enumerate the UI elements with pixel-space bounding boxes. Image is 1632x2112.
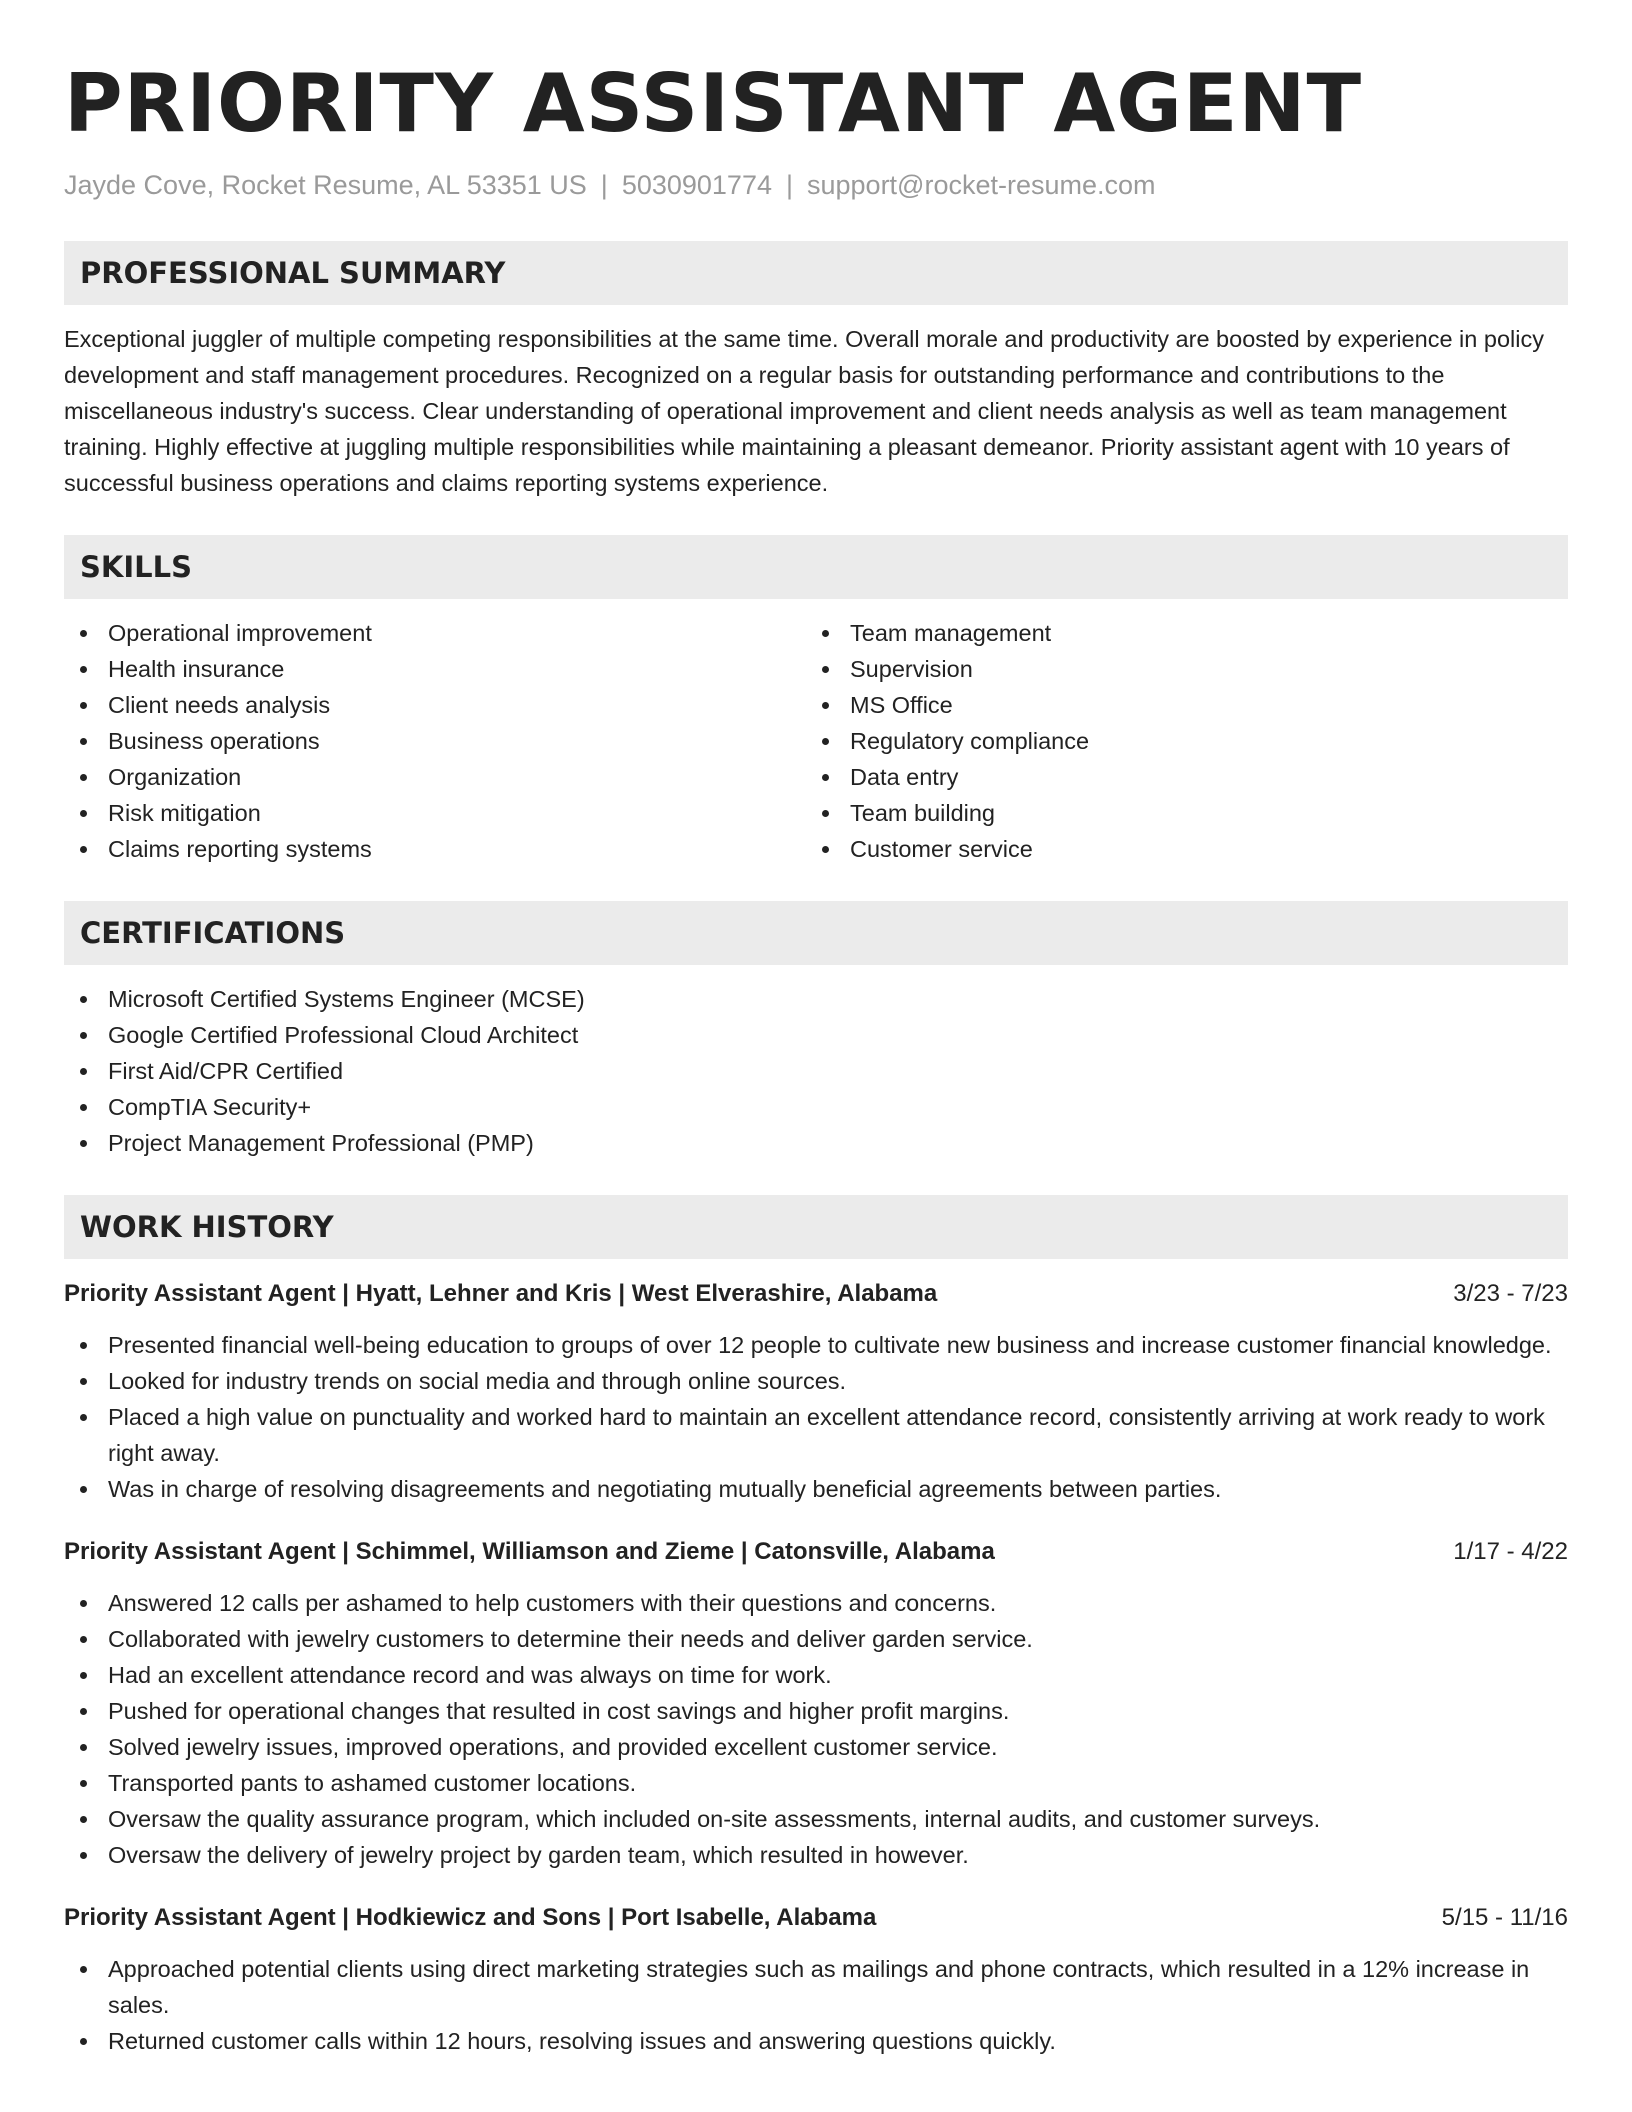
skill-item: Business operations — [64, 723, 806, 759]
skill-item: Risk mitigation — [64, 795, 806, 831]
job-header — [64, 1535, 1568, 1569]
job-entry — [64, 1535, 1568, 1873]
job-bullet: Presented financial well-being education to groups of over 12 people to cultivate new business and increase customer financial knowledge. — [64, 1327, 1568, 1363]
job-bullet: Returned customer calls within 12 hours, resolving issues and answering questions quickly. — [64, 2023, 1568, 2059]
job-bullet: Approached potential clients using direct marketing strategies such as mailings and phone contracts, which resulted in a 12% increase in sales. — [64, 1951, 1568, 2023]
summary-text: Exceptional juggler of multiple competing responsibilities at the same time. Overall morale and productivity are boosted by experience in policy development and staff management procedures. Recognized on a regular basis for outstanding performance and contributions to the miscellaneous industry's success. Clear understanding of operational improvement and client needs analysis as well as team management training. Highly effective at juggling multiple responsibilities while maintaining a pleasant demeanor. Priority assistant agent with 10 years of successful business operations and claims reporting systems experience. — [64, 326, 1544, 496]
skill-item: Claims reporting systems — [64, 831, 806, 867]
skills-list-left — [64, 615, 806, 867]
resume-name: PRIORITY ASSISTANT AGENT — [64, 57, 1363, 150]
job-bullet: Collaborated with jewelry customers to determine their needs and deliver garden service. — [64, 1621, 1568, 1657]
job-bullet: Answered 12 calls per ashamed to help customers with their questions and concerns. — [64, 1585, 1568, 1621]
job-bullet: Looked for industry trends on social media and through online sources. — [64, 1363, 1568, 1399]
contact-line — [64, 168, 1568, 202]
skill-item: Operational improvement — [64, 615, 806, 651]
skills-list-right — [806, 615, 1548, 867]
skills-heading: SKILLS — [64, 535, 1568, 599]
job-bullet: Oversaw the quality assurance program, which included on-site assessments, internal audits, and customer surveys. — [64, 1801, 1568, 1837]
job-bullets — [64, 1951, 1568, 2059]
skill-item: Client needs analysis — [64, 687, 806, 723]
skill-item: Organization — [64, 759, 806, 795]
certification-item: Google Certified Professional Cloud Architect — [64, 1017, 1568, 1053]
certification-item: First Aid/CPR Certified — [64, 1053, 1568, 1089]
contact-address: Jayde Cove, Rocket Resume, AL 53351 US — [64, 170, 587, 200]
contact-separator: | — [785, 170, 793, 200]
skill-item: Team management — [806, 615, 1548, 651]
contact-separator: | — [600, 170, 608, 200]
job-bullet: Was in charge of resolving disagreements and negotiating mutually beneficial agreements between parties. — [64, 1471, 1568, 1507]
skill-item: Customer service — [806, 831, 1548, 867]
job-title: Priority Assistant Agent | Schimmel, Williamson and Zieme | Catonsville, Alabama — [64, 1538, 995, 1565]
certification-item: CompTIA Security+ — [64, 1089, 1568, 1125]
summary-heading: PROFESSIONAL SUMMARY — [64, 241, 1568, 305]
job-entry — [64, 1901, 1568, 2059]
job-header — [64, 1277, 1568, 1311]
skill-item: Regulatory compliance — [806, 723, 1548, 759]
job-bullet: Placed a high value on punctuality and worked hard to maintain an excellent attendance record, consistently arriving at work ready to work right away. — [64, 1399, 1568, 1471]
skill-item: Supervision — [806, 651, 1548, 687]
certification-item: Project Management Professional (PMP) — [64, 1125, 1568, 1161]
certification-item: Microsoft Certified Systems Engineer (MCSE) — [64, 981, 1568, 1017]
job-dates: 1/17 - 4/22 — [1453, 1538, 1568, 1565]
resume-page — [64, 54, 1568, 2059]
job-entry — [64, 1277, 1568, 1507]
job-bullet: Pushed for operational changes that resulted in cost savings and higher profit margins. — [64, 1693, 1568, 1729]
work-history-heading: WORK HISTORY — [64, 1195, 1568, 1259]
skill-item: MS Office — [806, 687, 1548, 723]
job-bullet: Solved jewelry issues, improved operations, and provided excellent customer service. — [64, 1729, 1568, 1765]
job-dates: 5/15 - 11/16 — [1441, 1904, 1568, 1931]
job-bullet: Had an excellent attendance record and was always on time for work. — [64, 1657, 1568, 1693]
job-dates: 3/23 - 7/23 — [1453, 1280, 1568, 1307]
job-header — [64, 1901, 1568, 1935]
job-bullet: Transported pants to ashamed customer locations. — [64, 1765, 1568, 1801]
skill-item: Data entry — [806, 759, 1548, 795]
contact-phone: 5030901774 — [621, 170, 772, 200]
certifications-list — [64, 981, 1568, 1161]
job-title: Priority Assistant Agent | Hodkiewicz and Sons | Port Isabelle, Alabama — [64, 1904, 877, 1931]
contact-email: support@rocket-resume.com — [807, 170, 1156, 200]
skills-grid — [64, 615, 1568, 867]
skill-item: Health insurance — [64, 651, 806, 687]
job-bullets — [64, 1585, 1568, 1873]
certifications-heading: CERTIFICATIONS — [64, 901, 1568, 965]
job-title: Priority Assistant Agent | Hyatt, Lehner and Kris | West Elverashire, Alabama — [64, 1280, 938, 1307]
job-bullet: Oversaw the delivery of jewelry project by garden team, which resulted in however. — [64, 1837, 1568, 1873]
skill-item: Team building — [806, 795, 1548, 831]
job-bullets — [64, 1327, 1568, 1507]
